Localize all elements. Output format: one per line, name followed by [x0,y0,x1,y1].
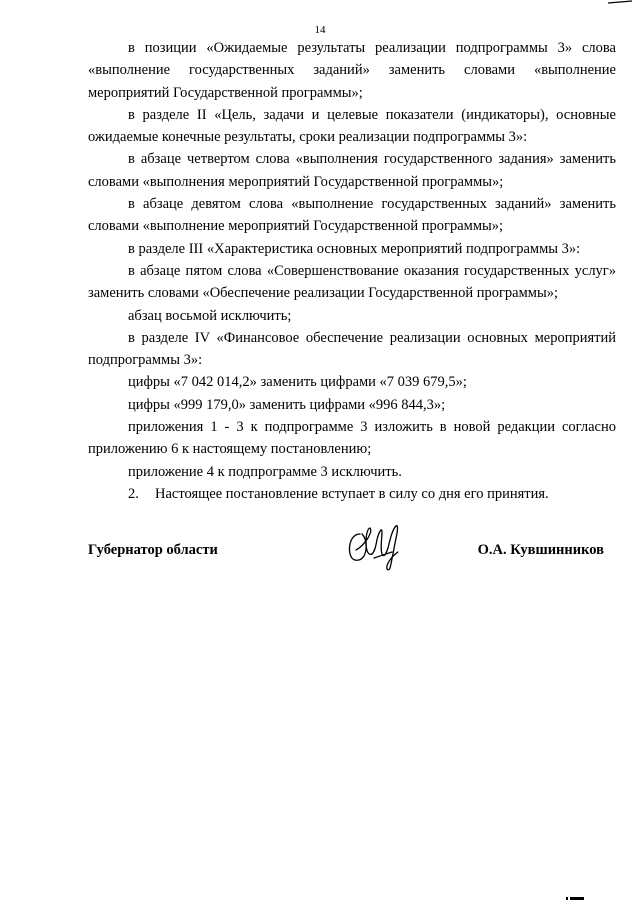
signatory-title: Губернатор области [88,542,218,558]
paragraph-figures-1: цифры «7 042 014,2» заменить цифрами «7 039 679,5»; [128,374,467,391]
scan-corner-mark [606,0,634,6]
item-text: Настоящее постановление вступает в силу со дня его принятия. [155,485,549,502]
paragraph-figures-2: цифры «999 179,0» заменить цифрами «996 844,3»; [128,396,446,413]
paragraph-expected-results: в позиции «Ожидаемые результаты реализации подпрограммы 3» слова «выполнение государственных заданий» заменить словами «выполнение мероприятий Государственной программы»; [88,40,616,101]
paragraph-ninth-clause: в абзаце девятом слова «выполнение государственных заданий» заменить словами «выполнение мероприятий Государственной программы»; [88,196,616,235]
document-body [88,37,616,505]
paragraph-section-2: в разделе II «Цель, задачи и целевые показатели (индикаторы), основные ожидаемые конечные результаты, сроки реализации подпрограммы 3»: [88,106,616,146]
item-number: 2. [128,485,139,502]
paragraph-section-4: в разделе IV «Финансовое обеспечение реализации основных мероприятий подпрограммы 3»: [88,329,616,369]
numbered-item-2 [88,483,616,505]
signatory-name: О.А. Кувшинников [477,542,604,558]
handwritten-signature-icon [344,520,406,572]
scan-bottom-mark [565,896,585,901]
paragraph-section-3: в разделе III «Характеристика основных мероприятий подпрограммы 3»: [128,240,581,257]
paragraph-appendix-4: приложение 4 к подпрограмме 3 исключить. [128,463,402,480]
paragraph-fourth-clause: в абзаце четвертом слова «выполнения государственного задания» заменить словами «выполнения мероприятий Государственной программы»; [88,151,616,190]
paragraph-eighth-clause: абзац восьмой исключить; [128,307,292,324]
page-number: 14 [314,24,326,36]
paragraph-appendices: приложения 1 - 3 к подпрограмме 3 изложить в новой редакции согласно приложению 6 к настоящему постановлению; [88,419,616,458]
paragraph-fifth-clause: в абзаце пятом слова «Совершенствование оказания государственных услуг» заменить словами «Обеспечение реализации Государственной программы»; [88,262,616,302]
